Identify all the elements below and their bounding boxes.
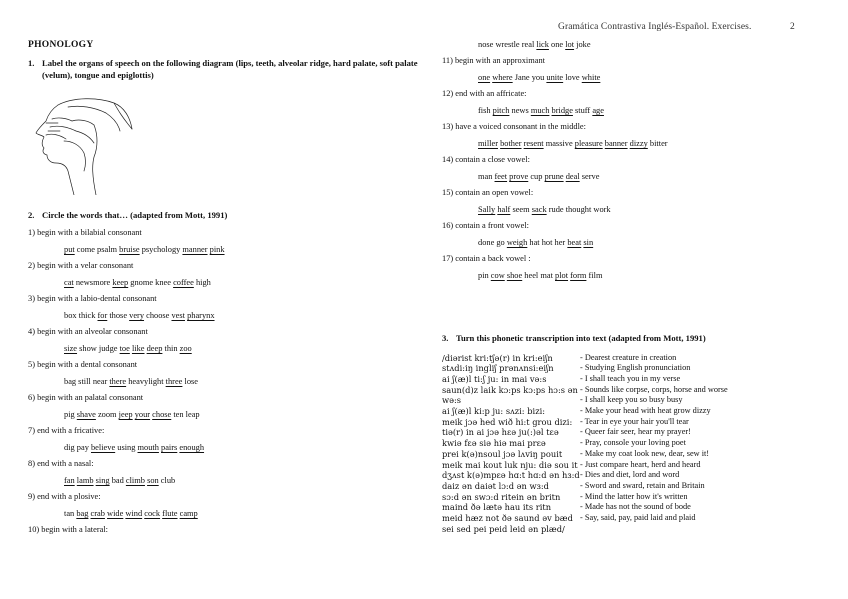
underlined-word: manner [182, 244, 208, 254]
word-text: gnome knee [128, 277, 174, 287]
underlined-word: feet [494, 172, 508, 181]
word-text: club [158, 475, 176, 485]
ipa-line: meik mai kout luk nju: diə sou it [442, 459, 578, 470]
exercise-prompt: 16) contain a front vowel: [442, 221, 529, 230]
underlined-word: crab [90, 508, 105, 518]
underlined-word: shoe [506, 271, 523, 280]
word-text: cup [528, 172, 545, 181]
ipa-line: meid hæz not ðə saund əv bæd [442, 513, 573, 524]
word-list [28, 476, 423, 486]
word-text: zoom [95, 409, 119, 419]
underlined-word: your [134, 409, 151, 419]
verse-line: - I shall keep you so busy busy [580, 395, 683, 405]
word-list [442, 73, 832, 83]
word-text: box thick [64, 310, 98, 320]
verse-line: - Dies and diet, lord and word [580, 470, 680, 480]
underlined-word: bridge [551, 106, 573, 115]
word-text: fish [478, 106, 493, 115]
question-text: Label the organs of speech on the following diagram (lips, teeth, alveolar ridge, hard palate, soft palate (velum), tongue and epiglottis) [42, 58, 418, 80]
right-column [442, 40, 832, 287]
underlined-word: much [530, 106, 550, 115]
underlined-word: cow [490, 271, 505, 280]
underlined-word: resent [523, 139, 544, 148]
exercise-prompt: 8) end with a nasal: [28, 458, 94, 468]
underlined-word: camp [179, 508, 198, 518]
word-text: hat hot her [527, 238, 568, 247]
word-list [442, 172, 832, 182]
exercise-prompt: 7) end with a fricative: [28, 425, 105, 435]
underlined-word: prune [544, 172, 564, 181]
ipa-line: maind ðə lætə hau its ritn [442, 502, 552, 513]
exercise-list-continued [442, 56, 832, 287]
underlined-word: miller [478, 139, 499, 148]
word-text: bag still near [64, 376, 110, 386]
underlined-word: mouth [137, 442, 159, 452]
verse-line: - Make your head with heat grow dizzy [580, 406, 711, 416]
word-text: tan [64, 508, 77, 518]
underlined-word: fan [64, 475, 75, 485]
verse-line: - Queer fair seer, hear my prayer! [580, 427, 691, 437]
underlined-word: zoo [179, 343, 192, 353]
verse-line: - Made has not the sound of bode [580, 502, 691, 512]
underlined-word: prove [509, 172, 529, 181]
underlined-word: vest [171, 310, 185, 320]
exercise-prompt: 3) begin with a labio-dental consonant [28, 293, 157, 303]
ipa-line: saun(d)z laik kɔ:ps kɔ:ps hɔ:s ən wə:s [442, 384, 578, 406]
word-list [442, 238, 832, 248]
word-text: psychology [139, 244, 183, 254]
underlined-word: sin [583, 238, 594, 247]
underlined-word: lick [536, 40, 549, 49]
word-list [442, 40, 832, 50]
underlined-word: pink [209, 244, 225, 254]
word-text: ten leap [171, 409, 200, 419]
running-header: Gramática Contrastiva Inglés-Español. Exercises. [558, 22, 752, 32]
left-column-lower [28, 210, 423, 542]
word-text: those [107, 310, 130, 320]
word-list [28, 443, 423, 453]
verse-line: - Just compare heart, herd and heard [580, 459, 701, 469]
ipa-line: prei k(ə)nsoul jɔə lʌviŋ pouit [442, 448, 563, 459]
word-text: rude thought work [546, 205, 611, 214]
underlined-word: size [64, 343, 78, 353]
ipa-line: ai ʃ(æ)l ki:p ju: sʌzi: bizi: [442, 406, 546, 417]
underlined-word: there [109, 376, 127, 386]
ipa-line: stʌdi:iŋ ingliʃ prənʌnsi:eiʃn [442, 363, 554, 374]
exercise-prompt: 12) end with an affricate: [442, 89, 527, 98]
underlined-word: bag [76, 508, 89, 518]
ipa-line: daiz ən daiət lɔ:d ən wɜ:d [442, 480, 549, 491]
word-list [28, 410, 423, 420]
underlined-word: son [147, 475, 159, 485]
verse-text [580, 353, 837, 535]
exercise-list [28, 228, 423, 542]
word-text: massive [543, 139, 575, 148]
verse-line: - Mind the latter how it's written [580, 491, 688, 501]
word-text: one [548, 40, 566, 49]
underlined-word: white [581, 73, 601, 82]
underlined-word: cat [64, 277, 74, 287]
exercise-prompt: 6) begin with an palatal consonant [28, 392, 144, 402]
exercise-prompt: 1) begin with a bilabial consonant [28, 227, 142, 237]
question-text: Circle the words that… (adapted from Mott, 1991) [42, 210, 228, 220]
word-text: serve [579, 172, 600, 181]
question-1 [28, 58, 423, 81]
underlined-word: sing [95, 475, 110, 485]
word-list [28, 278, 423, 288]
verse-line: - Sounds like corpse, corps, horse and worse [580, 384, 728, 394]
verse-line: - I shall teach you in my verse [580, 373, 681, 383]
question-number: 2. [28, 210, 35, 220]
question-number: 1. [28, 58, 35, 68]
ipa-line: sei sed pei peid leid ən plæd/ [442, 523, 565, 534]
word-list [442, 139, 832, 149]
underlined-word: sack [531, 205, 547, 214]
word-text: joke [574, 40, 591, 49]
word-text: news [509, 106, 531, 115]
page-number: 2 [790, 22, 795, 32]
word-text: pig [64, 409, 77, 419]
underlined-word: where [492, 73, 513, 82]
underlined-word: unite [546, 73, 564, 82]
word-text: thin [162, 343, 180, 353]
underlined-word: pitch [492, 106, 510, 115]
word-text: bad [109, 475, 126, 485]
ipa-line: kwiə fɛə siə hiə mai prɛə [442, 438, 546, 449]
word-text: heavylight [126, 376, 166, 386]
ipa-line: dʒʌst k(ə)mpɛə hɑ:t hɑ:d ən hɜ:d [442, 470, 580, 481]
word-list [28, 245, 423, 255]
word-text: man [478, 172, 495, 181]
transcription-columns [442, 353, 837, 535]
underlined-word: enough [179, 442, 205, 452]
verse-line: - Say, said, pay, paid laid and plaid [580, 513, 696, 523]
underlined-word: chose [152, 409, 172, 419]
word-text: newsmore [73, 277, 113, 287]
word-text: heel mat [522, 271, 555, 280]
underlined-word: toe [119, 343, 130, 353]
underlined-word: bother [500, 139, 522, 148]
underlined-word: pharynx [187, 310, 215, 320]
exercise-prompt: 5) begin with a dental consonant [28, 359, 138, 369]
word-text: bitter [647, 139, 668, 148]
underlined-word: Sally [478, 205, 496, 214]
transcription-exercise [442, 333, 837, 534]
ipa-line: tiə(r) in ai jɔə hɛə ju(:)əl tɛə [442, 427, 559, 438]
exercise-prompt: 11) begin with an approximant [442, 56, 545, 65]
underlined-word: pleasure [574, 139, 603, 148]
exercise-prompt: 10) begin with a lateral: [28, 524, 109, 534]
word-text: Jane you [512, 73, 547, 82]
underlined-word: for [97, 310, 108, 320]
section-title: PHONOLOGY [28, 40, 94, 50]
underlined-word: deal [565, 172, 580, 181]
word-text: lose [182, 376, 198, 386]
ipa-line: meik jɔə hed wið hi:t grou dizi: [442, 416, 573, 427]
underlined-word: coffee [173, 277, 194, 287]
word-list [442, 106, 832, 116]
word-text: show judge [77, 343, 120, 353]
verse-line: - Studying English pronunciation [580, 363, 691, 373]
underlined-word: pairs [161, 442, 178, 452]
verse-line: - Dearest creature in creation [580, 352, 677, 362]
verse-line: - Sword and sward, retain and Britain [580, 480, 705, 490]
underlined-word: lot [565, 40, 575, 49]
underlined-word: three [165, 376, 183, 386]
underlined-word: one [478, 73, 491, 82]
word-text: film [586, 271, 603, 280]
underlined-word: banner [604, 139, 628, 148]
word-text: nose wrestle real [478, 40, 537, 49]
underlined-word: bruise [119, 244, 140, 254]
underlined-word: put [64, 244, 75, 254]
word-text: choose [144, 310, 172, 320]
verse-line: - Tear in eye your hair you'll tear [580, 416, 689, 426]
underlined-word: wide [107, 508, 124, 518]
underlined-word: jeep [118, 409, 133, 419]
underlined-word: keep [112, 277, 129, 287]
underlined-word: beat [567, 238, 582, 247]
underlined-word: very [129, 310, 145, 320]
underlined-word: deep [146, 343, 163, 353]
word-list [442, 205, 832, 215]
underlined-word: dizzy [629, 139, 648, 148]
speech-organs-diagram [28, 95, 138, 195]
verse-line: - Make my coat look new, dear, sew it! [580, 448, 710, 458]
word-text: high [193, 277, 211, 287]
word-text: come psalm [74, 244, 120, 254]
underlined-word: climb [125, 475, 145, 485]
word-text: done go [478, 238, 507, 247]
underlined-word: wind [125, 508, 143, 518]
word-list [28, 509, 423, 519]
underlined-word: form [570, 271, 587, 280]
question-text: Turn this phonetic transcription into text (adapted from Mott, 1991) [456, 333, 706, 343]
question-3 [442, 333, 837, 345]
word-list [28, 344, 423, 354]
phonetic-transcription [442, 353, 580, 535]
underlined-word: lamb [76, 475, 94, 485]
word-text: love [563, 73, 582, 82]
word-text: pin [478, 271, 491, 280]
underlined-word: plot [555, 271, 569, 280]
underlined-word: cock [144, 508, 161, 518]
word-text: seem [510, 205, 532, 214]
underlined-word: shave [76, 409, 96, 419]
exercise-prompt: 17) contain a back vowel : [442, 254, 531, 263]
ipa-line: sɔ:d ən swɔ:d ritein ən britn [442, 491, 561, 502]
word-text: stuff [572, 106, 593, 115]
word-text: using [115, 442, 138, 452]
underlined-word: age [592, 106, 604, 115]
underlined-word: like [131, 343, 145, 353]
underlined-word: half [497, 205, 511, 214]
exercise-prompt: 13) have a voiced consonant in the middle: [442, 122, 586, 131]
word-list [28, 311, 423, 321]
word-text: dig pay [64, 442, 91, 452]
word-list [442, 271, 832, 281]
verse-line: - Pray, console your loving poet [580, 438, 686, 448]
underlined-word: weigh [506, 238, 528, 247]
exercise-prompt: 4) begin with an alveolar consonant [28, 326, 148, 336]
question-number: 3. [442, 333, 449, 343]
word-list [28, 377, 423, 387]
left-column [28, 40, 423, 81]
underlined-word: believe [90, 442, 116, 452]
question-2 [28, 210, 423, 222]
underlined-word: flute [162, 508, 178, 518]
exercise-prompt: 2) begin with a velar consonant [28, 260, 134, 270]
exercise-prompt: 14) contain a close vowel: [442, 155, 530, 164]
ipa-line: /diərist kri:tʃə(r) in kri:eiʃn [442, 352, 553, 363]
ipa-line: ai ʃ(æ)l ti:ʃ ju: in mai və:s [442, 373, 547, 384]
exercise-prompt: 9) end with a plosive: [28, 491, 101, 501]
exercise-prompt: 15) contain an open vowel: [442, 188, 534, 197]
